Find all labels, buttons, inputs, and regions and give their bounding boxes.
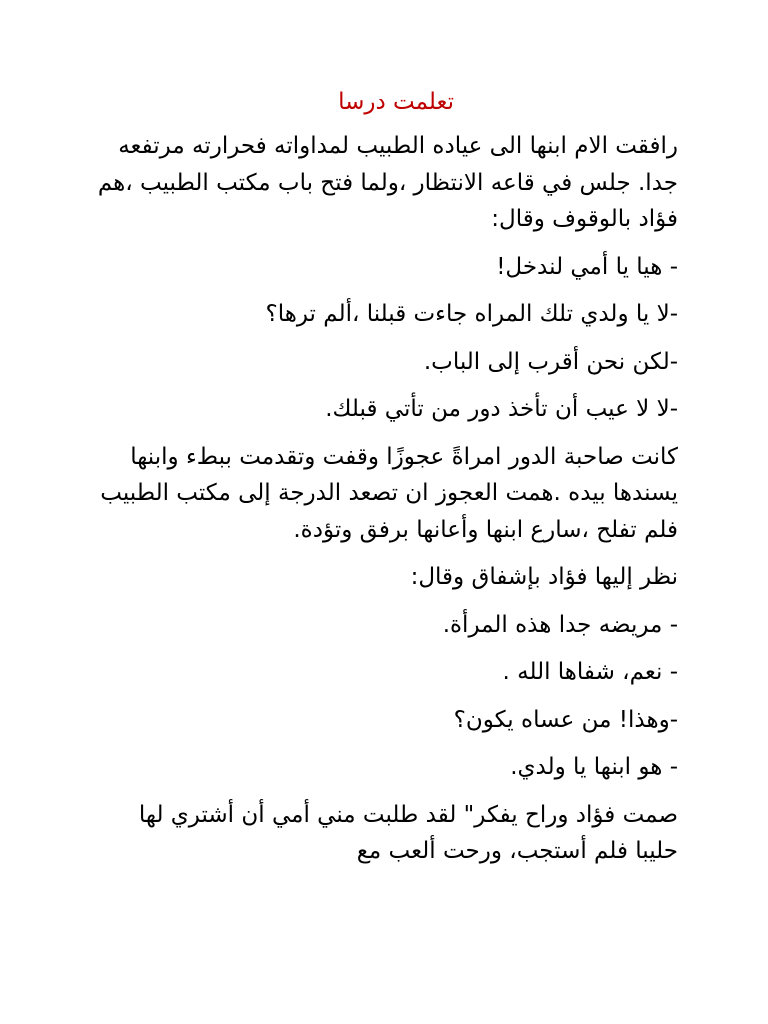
dialogue-line: -لكن نحن أقرب إلى الباب.: [423, 348, 678, 375]
dialogue-line: - هو ابنها يا ولدي.: [510, 754, 678, 780]
paragraph-narration: كانت صاحبة الدور امراةً عجوزًا وقفت وتقدمت ببطء وابنها يسندها بيده .همت العجوز ان تصعد الدرجة إلى مكتب الطبيب فلم تفلح ،سارع ابنها وأعانها برفق وتؤدة.: [92, 443, 678, 543]
document-title: تعلمت درسا: [338, 89, 454, 115]
dialogue-line: -لا يا ولدي تلك المراه جاءت قبلنا ،ألم ترها؟: [265, 301, 678, 327]
paragraph-intro: رافقت الام ابنها الى عياده الطبيب لمداواته فحرارته مرتفعه جدا. جلس في قاعه الانتظار ،ولما فتح باب مكتب الطبيب ،هم فؤاد بالوقوف وقال:: [90, 133, 678, 232]
dialogue-line: -لا لا عيب أن تأخذ دور من تأتي قبلك.: [325, 396, 678, 422]
dialogue-line: - هيا يا أمي لندخل!: [496, 253, 678, 280]
dialogue-line: - مريضه جدا هذه المرأة.: [442, 611, 678, 638]
dialogue-line: - نعم، شفاها الله .: [502, 659, 678, 685]
document-body: [90, 128, 678, 881]
paragraph-narration: صمت فؤاد وراح يفكر" لقد طلبت مني أمي أن أشتري لها حليبا فلم أستجب، ورحت ألعب مع: [131, 801, 678, 864]
paragraph-narration: نظر إليها فؤاد بإشفاق وقال:: [410, 564, 678, 590]
dialogue-line: -وهذا! من عساه يكون؟: [453, 706, 678, 733]
